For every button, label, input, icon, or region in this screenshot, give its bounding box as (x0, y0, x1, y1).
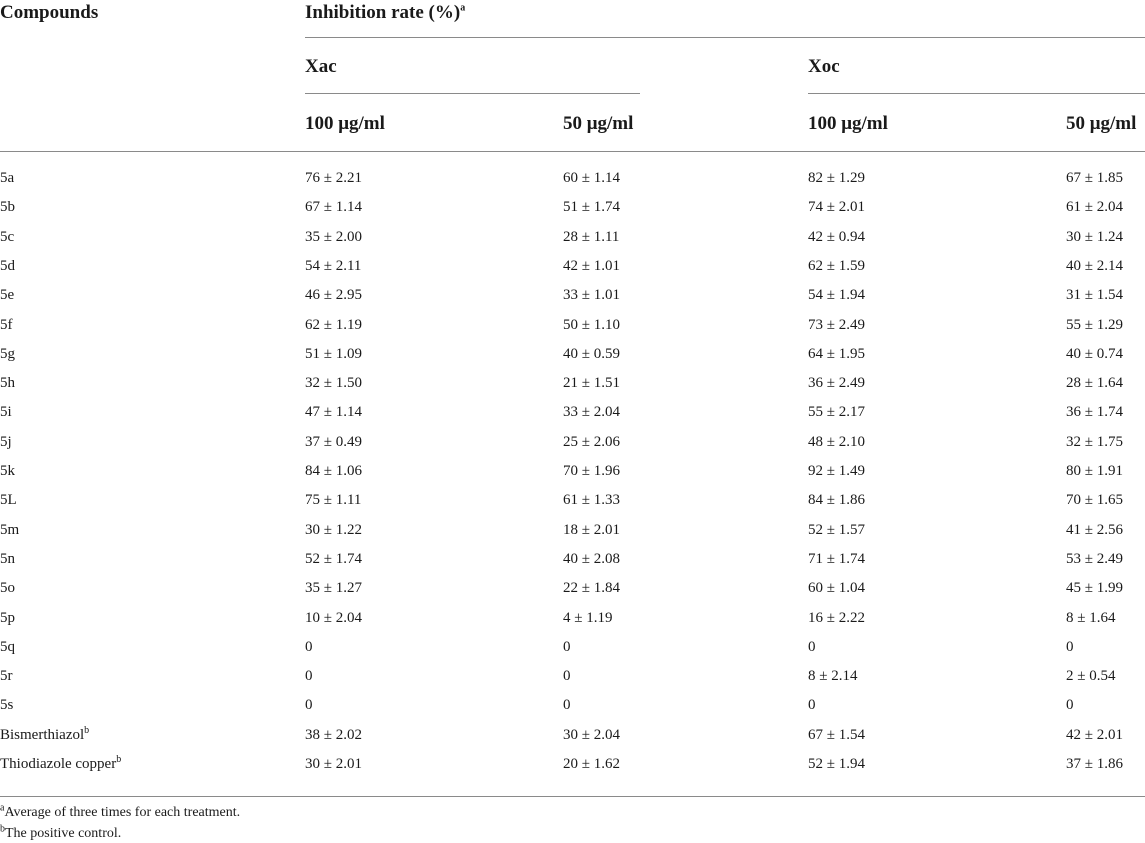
xoc-rule (808, 93, 1145, 94)
value-cell: 48 ± 2.10 (808, 434, 865, 450)
value-cell: 0 (563, 697, 571, 713)
value-cell: 30 ± 1.22 (305, 522, 362, 538)
compound-footnote-marker: b (84, 725, 90, 736)
value-cell: 0 (305, 697, 313, 713)
footnote-b-text: The positive control. (5, 826, 122, 841)
value-cell: 84 ± 1.06 (305, 463, 362, 479)
conc-header-xoc-100: 100 μg/ml (808, 113, 888, 134)
compound-name-text: 5d (0, 258, 15, 274)
value-cell: 8 ± 2.14 (808, 668, 858, 684)
value-cell: 54 ± 1.94 (808, 287, 865, 303)
value-cell: 10 ± 2.04 (305, 610, 362, 626)
value-cell: 0 (1066, 639, 1074, 655)
value-cell: 52 ± 1.74 (305, 551, 362, 567)
value-cell: 0 (808, 697, 816, 713)
conc-header-xac-100: 100 μg/ml (305, 113, 385, 134)
value-cell: 32 ± 1.50 (305, 375, 362, 391)
inhibition-rate-header (305, 2, 465, 24)
value-cell: 37 ± 1.86 (1066, 756, 1123, 772)
compound-name-text: 5j (0, 434, 12, 450)
value-cell: 0 (305, 639, 313, 655)
compound-name (0, 756, 121, 773)
value-cell: 0 (563, 668, 571, 684)
value-cell: 22 ± 1.84 (563, 580, 620, 596)
value-cell: 0 (808, 639, 816, 655)
compound-name-text: 5L (0, 492, 17, 508)
header-rule-top (305, 37, 1145, 38)
value-cell: 74 ± 2.01 (808, 199, 865, 215)
compound-name (0, 229, 14, 246)
value-cell: 51 ± 1.09 (305, 346, 362, 362)
value-cell: 67 ± 1.54 (808, 727, 865, 743)
value-cell: 67 ± 1.14 (305, 199, 362, 215)
compound-name (0, 727, 89, 744)
value-cell: 42 ± 0.94 (808, 229, 865, 245)
value-cell: 0 (563, 639, 571, 655)
value-cell: 42 ± 1.01 (563, 258, 620, 274)
footnote-b-marker: b (0, 823, 5, 835)
value-cell: 52 ± 1.57 (808, 522, 865, 538)
value-cell: 42 ± 2.01 (1066, 727, 1123, 743)
compound-name-text: 5h (0, 375, 15, 391)
compound-name (0, 697, 13, 714)
value-cell: 41 ± 2.56 (1066, 522, 1123, 538)
value-cell: 84 ± 1.86 (808, 492, 865, 508)
value-cell: 46 ± 2.95 (305, 287, 362, 303)
header-rule-bottom (0, 151, 1145, 152)
value-cell: 70 ± 1.65 (1066, 492, 1123, 508)
value-cell: 61 ± 2.04 (1066, 199, 1123, 215)
value-cell: 16 ± 2.22 (808, 610, 865, 626)
table-bottom-rule (0, 796, 1145, 797)
value-cell: 40 ± 0.59 (563, 346, 620, 362)
compound-name (0, 258, 15, 275)
compounds-header (0, 2, 98, 24)
value-cell: 76 ± 2.21 (305, 170, 362, 186)
value-cell: 0 (305, 668, 313, 684)
value-cell: 55 ± 1.29 (1066, 317, 1123, 333)
value-cell: 92 ± 1.49 (808, 463, 865, 479)
footnote-b (0, 823, 122, 842)
compound-name (0, 639, 15, 656)
value-cell: 2 ± 0.54 (1066, 668, 1116, 684)
compound-name (0, 317, 13, 334)
footnote-a-marker: a (0, 802, 5, 814)
compound-name-text: Bismerthiazol (0, 727, 85, 743)
value-cell: 82 ± 1.29 (808, 170, 865, 186)
value-cell: 37 ± 0.49 (305, 434, 362, 450)
compound-name-text: 5s (0, 697, 14, 713)
value-cell: 50 ± 1.10 (563, 317, 620, 333)
value-cell: 45 ± 1.99 (1066, 580, 1123, 596)
compound-name-text: 5q (0, 639, 15, 655)
value-cell: 35 ± 2.00 (305, 229, 362, 245)
value-cell: 73 ± 2.49 (808, 317, 865, 333)
compound-name (0, 434, 12, 451)
value-cell: 32 ± 1.75 (1066, 434, 1123, 450)
value-cell: 33 ± 1.01 (563, 287, 620, 303)
value-cell: 36 ± 1.74 (1066, 404, 1123, 420)
compound-name-text: 5o (0, 580, 15, 596)
value-cell: 40 ± 0.74 (1066, 346, 1123, 362)
compound-name-text: 5k (0, 463, 15, 479)
value-cell: 60 ± 1.04 (808, 580, 865, 596)
compound-name (0, 346, 15, 363)
compound-name-text: Thiodiazole copper (0, 756, 117, 772)
compound-name (0, 610, 15, 627)
value-cell: 61 ± 1.33 (563, 492, 620, 508)
compound-name (0, 170, 14, 187)
value-cell: 62 ± 1.19 (305, 317, 362, 333)
value-cell: 52 ± 1.94 (808, 756, 865, 772)
group-header-xoc: Xoc (808, 56, 840, 77)
value-cell: 36 ± 2.49 (808, 375, 865, 391)
inhibition-rate-text: Inhibition rate (%) (305, 2, 461, 23)
value-cell: 51 ± 1.74 (563, 199, 620, 215)
value-cell: 4 ± 1.19 (563, 610, 613, 626)
compounds-header-text: Compounds (0, 2, 99, 23)
value-cell: 28 ± 1.64 (1066, 375, 1123, 391)
compound-name (0, 463, 15, 480)
compound-name-text: 5a (0, 170, 15, 186)
compound-name (0, 375, 15, 392)
xac-rule (305, 93, 640, 94)
group-header-xac: Xac (305, 56, 337, 77)
value-cell: 47 ± 1.14 (305, 404, 362, 420)
inhibition-rate-footnote-marker: a (460, 2, 466, 14)
compound-name (0, 492, 17, 509)
compound-name-text: 5i (0, 404, 12, 420)
compound-name (0, 522, 19, 539)
value-cell: 67 ± 1.85 (1066, 170, 1123, 186)
compound-name (0, 199, 15, 216)
value-cell: 31 ± 1.54 (1066, 287, 1123, 303)
value-cell: 33 ± 2.04 (563, 404, 620, 420)
value-cell: 35 ± 1.27 (305, 580, 362, 596)
value-cell: 30 ± 2.04 (563, 727, 620, 743)
value-cell: 21 ± 1.51 (563, 375, 620, 391)
value-cell: 38 ± 2.02 (305, 727, 362, 743)
value-cell: 75 ± 1.11 (305, 492, 362, 508)
value-cell: 62 ± 1.59 (808, 258, 865, 274)
compound-footnote-marker: b (116, 754, 122, 765)
compound-name-text: 5c (0, 229, 15, 245)
compound-name-text: 5b (0, 199, 15, 215)
value-cell: 20 ± 1.62 (563, 756, 620, 772)
value-cell: 40 ± 2.14 (1066, 258, 1123, 274)
value-cell: 64 ± 1.95 (808, 346, 865, 362)
compound-name (0, 580, 15, 597)
value-cell: 71 ± 1.74 (808, 551, 865, 567)
value-cell: 25 ± 2.06 (563, 434, 620, 450)
value-cell: 28 ± 1.11 (563, 229, 620, 245)
conc-header-xac-50: 50 μg/ml (563, 113, 634, 134)
compound-name-text: 5g (0, 346, 15, 362)
value-cell: 55 ± 2.17 (808, 404, 865, 420)
compound-name-text: 5f (0, 317, 13, 333)
compound-name (0, 404, 12, 421)
compound-name-text: 5n (0, 551, 15, 567)
footnote-a (0, 802, 241, 821)
compound-name-text: 5r (0, 668, 13, 684)
value-cell: 53 ± 2.49 (1066, 551, 1123, 567)
value-cell: 30 ± 1.24 (1066, 229, 1123, 245)
conc-header-xoc-50: 50 μg/ml (1066, 113, 1137, 134)
value-cell: 0 (1066, 697, 1074, 713)
value-cell: 80 ± 1.91 (1066, 463, 1123, 479)
footnote-a-text: Average of three times for each treatment. (4, 805, 241, 820)
compound-name (0, 287, 14, 304)
compound-name (0, 551, 15, 568)
compound-name-text: 5m (0, 522, 20, 538)
value-cell: 70 ± 1.96 (563, 463, 620, 479)
compound-name-text: 5p (0, 610, 15, 626)
value-cell: 60 ± 1.14 (563, 170, 620, 186)
value-cell: 40 ± 2.08 (563, 551, 620, 567)
compound-name (0, 668, 13, 685)
value-cell: 18 ± 2.01 (563, 522, 620, 538)
compound-name-text: 5e (0, 287, 15, 303)
value-cell: 30 ± 2.01 (305, 756, 362, 772)
value-cell: 8 ± 1.64 (1066, 610, 1116, 626)
value-cell: 54 ± 2.11 (305, 258, 362, 274)
